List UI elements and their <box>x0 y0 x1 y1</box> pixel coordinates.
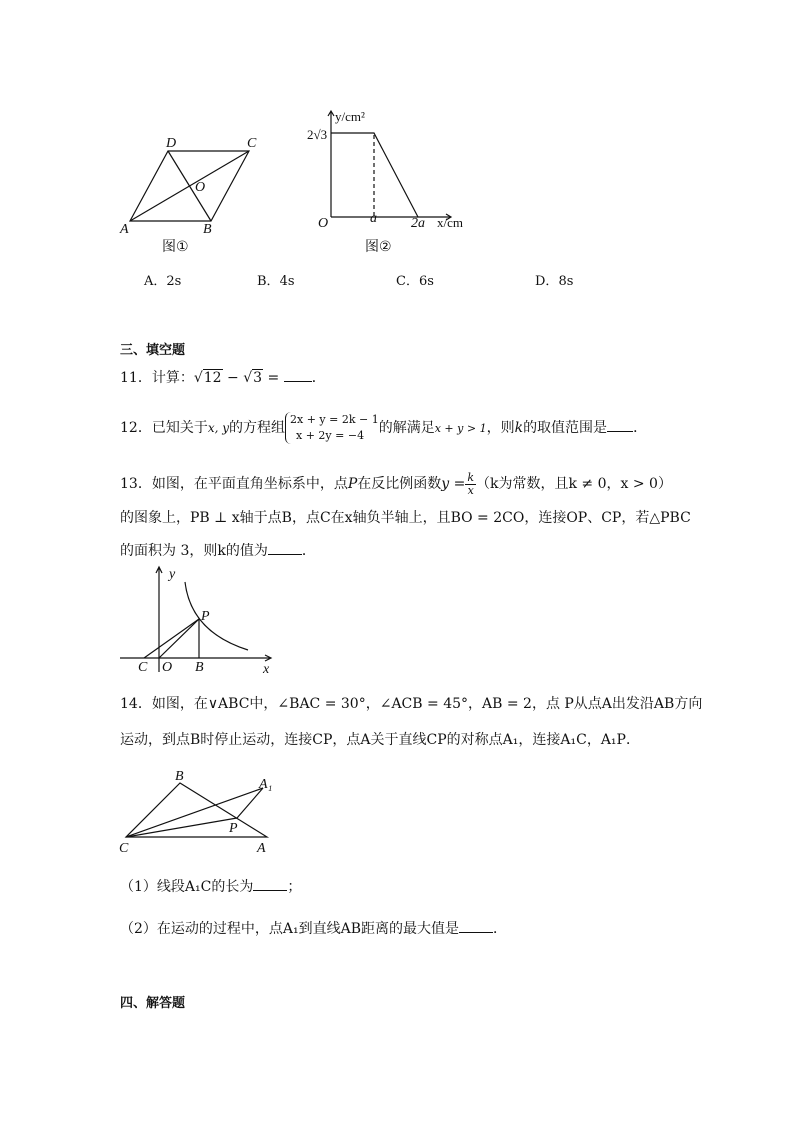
q13-fraction <box>465 472 476 497</box>
q11-sqrt-b: 3 <box>253 370 263 386</box>
fig2-x-tick-a: a <box>370 211 377 226</box>
q12-cond: x + y > 1 <box>434 422 487 435</box>
q12-end: ． <box>633 420 648 436</box>
fig1-label-b: B <box>203 222 212 237</box>
q12-tail: 的取值范围是 <box>523 420 608 436</box>
fig2-caption: 图② <box>365 239 392 255</box>
figure-2-graph <box>300 105 480 260</box>
fig1-caption: 图① <box>162 239 189 255</box>
option-d <box>535 270 573 289</box>
section-heading-answer: 四、解答题 <box>120 996 186 1011</box>
q11-minus: − <box>222 370 244 386</box>
option-a-value: 2s <box>166 274 182 289</box>
option-d-value: 8s <box>558 274 574 289</box>
question-13-line-2: 的图象上，PB ⊥ x轴于点B，点C在x轴负半轴上，且BO = 2CO，连接OP、CP，若△PBC <box>120 510 691 526</box>
fig2-y-axis-label: y/cm² <box>335 109 365 124</box>
q12-prefix: 12．已知关于 <box>120 420 208 436</box>
q12-equation-system <box>285 412 379 444</box>
q11-equals: = <box>263 370 284 386</box>
q12-cond-post: ，则 <box>486 420 515 436</box>
section-heading-fill: 三、填空题 <box>120 343 186 358</box>
option-b-value: 4s <box>279 274 295 289</box>
fig13-label-o: O <box>162 660 173 675</box>
q12-cond-pre: 的解满足 <box>378 420 435 436</box>
figure-13-coordinate-plane <box>115 562 285 677</box>
q12-eq1: 2x + y = 2k − 1 <box>290 413 379 426</box>
q12-k: k <box>514 420 524 436</box>
q13-line3-end: ． <box>301 543 316 559</box>
fig13-label-b: B <box>195 660 204 675</box>
fig14-label-c: C <box>119 841 129 856</box>
figure-14-triangle <box>113 766 283 858</box>
q12-eq2: x + 2y = −4 <box>296 429 365 442</box>
fig1-label-d: D <box>166 136 177 151</box>
question-14-sub-1 <box>120 876 301 897</box>
q12-answer-blank <box>607 417 633 432</box>
fig2-x-axis-label: x/cm <box>437 215 463 230</box>
q14-sub1-pre: （1）线段A₁C的长为 <box>120 879 254 895</box>
fig14-label-b: B <box>175 769 184 784</box>
figure-1-parallelogram <box>110 130 270 260</box>
fig1-label-a: A <box>120 222 129 237</box>
option-c <box>396 270 434 289</box>
fig1-label-c: C <box>247 136 257 151</box>
q14-sub2-pre: （2）在运动的过程中，点A₁到直线AB距离的最大值是 <box>120 921 460 937</box>
question-13-line-3 <box>120 540 316 561</box>
fig2-y-tick: 2√3 <box>307 127 328 142</box>
q14-sub1-end: ； <box>287 879 302 895</box>
q11-end: ． <box>311 370 326 386</box>
q12-mid: 的方程组 <box>229 420 286 436</box>
q14-sub1-blank <box>253 876 287 891</box>
question-13-line-1 <box>120 469 672 499</box>
q13-line1-mid: 在反比例函数 <box>357 476 442 492</box>
fig13-label-y: y <box>169 567 176 582</box>
q13-func-num: k <box>467 470 475 484</box>
q13-line3-pre: 的面积为 3，则k的值为 <box>120 543 268 559</box>
fig13-label-c: C <box>138 660 148 675</box>
fig13-label-x: x <box>263 662 270 677</box>
q13-p: P <box>347 476 358 492</box>
q14-sub2-end: ． <box>493 921 508 937</box>
question-14-sub-2 <box>120 918 507 939</box>
q13-line1-pre: 13．如图，在平面直角坐标系中，点 <box>120 476 348 492</box>
q12-vars: x, y <box>207 421 230 435</box>
fig13-label-p: P <box>201 609 210 624</box>
fig14-label-p: P <box>229 821 238 836</box>
question-12 <box>120 410 647 447</box>
option-b-letter: B． <box>257 274 280 289</box>
option-a-letter: A． <box>144 274 167 289</box>
q11-answer-blank <box>284 367 312 382</box>
option-c-letter: C． <box>396 274 419 289</box>
option-c-value: 6s <box>418 274 434 289</box>
option-d-letter: D． <box>535 274 559 289</box>
question-11: 11．计算：√12 − √3 = ． <box>120 367 326 388</box>
fig2-origin: O <box>318 216 329 231</box>
q14-sub2-blank <box>459 918 493 933</box>
q13-func-den: x <box>467 483 474 497</box>
q13-answer-blank <box>268 540 302 555</box>
fig2-x-tick-2a: 2a <box>411 216 425 231</box>
option-b <box>257 270 295 289</box>
question-14-line-2: 运动，到点B时停止运动，连接CP，点A关于直线CP的对称点A₁，连接A₁C，A₁P． <box>120 732 640 748</box>
q11-prefix: 11．计算： <box>120 370 194 386</box>
q11-sqrt-a: 12 <box>203 370 222 386</box>
question-14-line-1: 14．如图，在∨ABC中，∠BAC = 30°，∠ACB = 45°，AB = 2，点 P从点A出发沿AB方向 <box>120 696 703 712</box>
option-a <box>144 270 181 289</box>
fig1-label-o: O <box>195 180 206 195</box>
fig14-label-a1: A₁ <box>259 777 273 792</box>
fig14-label-a: A <box>257 841 266 856</box>
q13-line1-post: （k为常数，且k ≠ 0，x > 0） <box>476 476 672 492</box>
q13-func-y: y = <box>441 476 466 492</box>
